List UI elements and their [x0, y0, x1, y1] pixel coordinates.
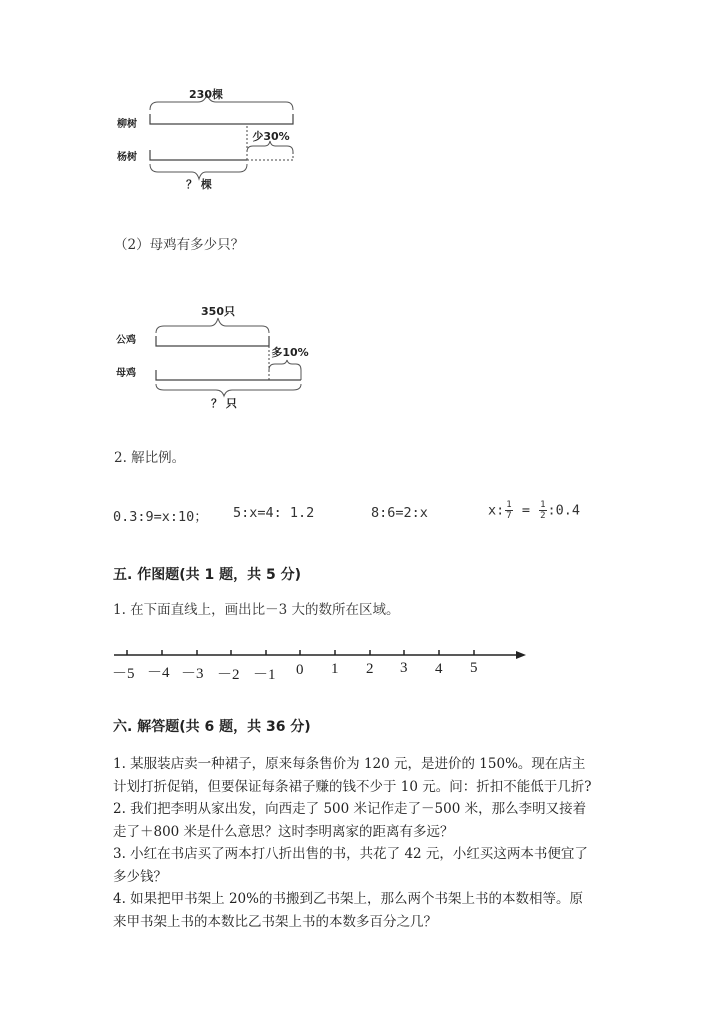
proportion-title: 2. 解比例。 [114, 450, 186, 466]
tick-label: 4 [435, 661, 443, 677]
tick-label: －3 [181, 666, 204, 682]
unknown-label: ？ 棵 [186, 178, 212, 191]
question-4: 4. 如果把甲书架上 20%的书搬到乙书架上，那么两个书架上书的本数相等。原 来甲书架上书的本数比乙书架上书的本数多百分之几？ [113, 891, 583, 930]
tick-label: 3 [400, 660, 408, 676]
section6-questions [113, 753, 653, 933]
question-3: 3. 小红在书店买了两本打八折出售的书，共花了 42 元，小红买这两本书便宜了 多少钱？ [113, 846, 588, 885]
eq4-suffix: :0.4 [547, 502, 581, 519]
chicken-bar-diagram [110, 298, 330, 410]
diff-label: 少30% [252, 130, 290, 143]
tick-label: －1 [253, 667, 276, 683]
tick-label: －5 [112, 666, 135, 682]
tree-bar-diagram-svg [110, 80, 310, 195]
question-2: 2. 我们把李明从家出发，向西走了 500 米记作走了－500 米，那么李明又接着 走了＋800 米是什么意思？这时李明离家的距离有多远？ [113, 801, 587, 840]
tick-label: 2 [366, 661, 374, 677]
tick-label: 5 [470, 660, 478, 676]
chicken-bar-diagram-svg [110, 298, 330, 410]
row1-label: 柳树 [117, 119, 137, 130]
fraction-one-seventh: $\frac{1}{7}$ [506, 500, 512, 521]
equation-1: 0.3:9=x:10； [113, 509, 208, 525]
total-label: 230棵 [189, 88, 223, 101]
row1-label: 公鸡 [116, 335, 136, 346]
section5-question-1: 1. 在下面直线上，画出比－3 大的数所在区域。 [113, 602, 400, 618]
unknown-label: ？ 只 [211, 397, 237, 410]
arrow-right-icon [516, 651, 526, 659]
diff-label: 多10% [271, 346, 309, 359]
number-line-axis [110, 645, 530, 661]
fraction-one-half: $\frac{1}{2}$ [540, 500, 546, 521]
total-label: 350只 [201, 305, 235, 318]
row2-label: 杨树 [117, 152, 137, 163]
eq4-prefix: x: [488, 502, 505, 519]
equation-2: 5:x=4: 1.2 [233, 505, 315, 521]
tick-label: －2 [217, 667, 240, 683]
question-hens: （2）母鸡有多少只？ [114, 237, 245, 253]
section6-title: 六. 解答题(共 6 题，共 36 分) [113, 719, 311, 735]
tick-label: 1 [331, 661, 339, 677]
tick-label: －4 [147, 665, 170, 681]
tree-bar-diagram [110, 80, 310, 195]
section5-title: 五. 作图题(共 1 题，共 5 分) [113, 567, 301, 583]
question-1: 1. 某服装店卖一种裙子，原来每条售价为 120 元，是进价的 150%。现在店主 计划打折促销，但要保证每条裙子赚的钱不少于 10 元。问：折扣不能低于几折? [113, 756, 592, 795]
row2-label: 母鸡 [116, 368, 136, 379]
equation-4 [488, 500, 580, 521]
eq4-equals: = [513, 502, 539, 519]
equation-3: 8:6=2:x [371, 505, 428, 521]
number-line [110, 645, 530, 685]
tick-label: 0 [296, 662, 304, 678]
